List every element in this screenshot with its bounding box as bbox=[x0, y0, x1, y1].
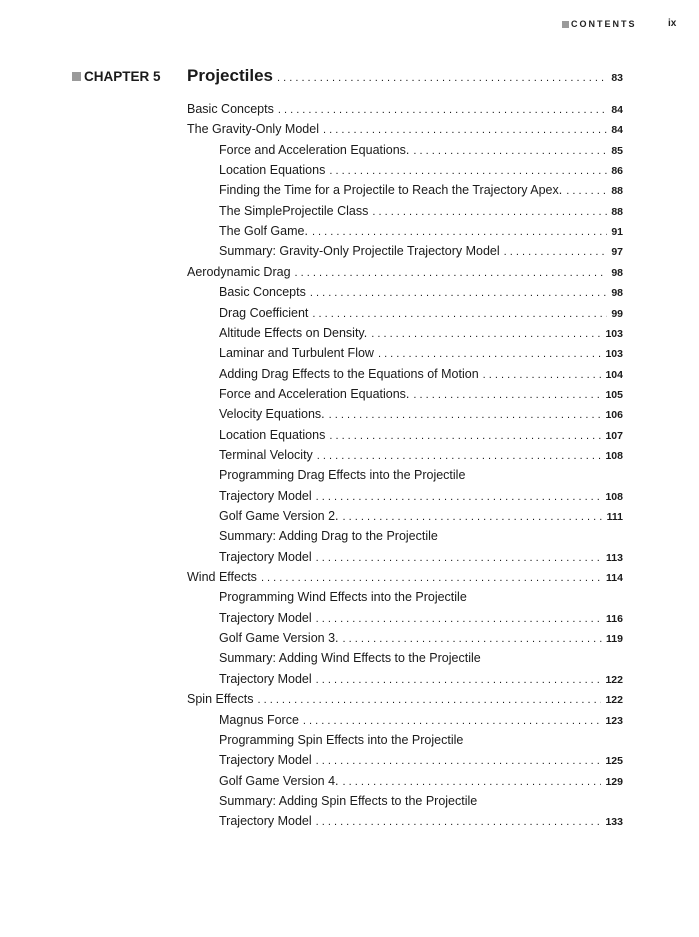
running-head-label: CONTENTS bbox=[571, 19, 637, 29]
toc-subsection-entry[interactable] bbox=[219, 671, 623, 687]
chapter-label bbox=[72, 67, 161, 85]
dot-leader bbox=[257, 692, 601, 708]
toc-entry-title: Trajectory Model bbox=[219, 814, 312, 829]
toc-entry-title: Force and Acceleration Equations. bbox=[219, 142, 410, 157]
toc-subsection-entry[interactable] bbox=[219, 366, 623, 382]
dot-leader bbox=[316, 753, 602, 769]
toc-subsection-entry[interactable] bbox=[219, 427, 623, 443]
dot-leader bbox=[372, 204, 607, 220]
running-head-square-icon bbox=[562, 21, 569, 28]
dot-leader bbox=[504, 244, 608, 260]
toc-entry-title: Golf Game Version 3. bbox=[219, 631, 339, 646]
toc-subsection-entry[interactable] bbox=[219, 752, 623, 768]
dot-leader bbox=[277, 68, 607, 88]
toc-entry-page-number: 105 bbox=[605, 388, 623, 401]
toc-entry-page-number: 108 bbox=[605, 449, 623, 462]
toc-section-entry[interactable] bbox=[187, 569, 623, 585]
toc-entry-page-number: 98 bbox=[611, 287, 623, 300]
toc-entry-title: The Golf Game. bbox=[219, 224, 308, 239]
toc-entry-page-number: 103 bbox=[605, 327, 623, 340]
chapter-title-entry[interactable] bbox=[187, 66, 623, 86]
toc-subsection-entry[interactable] bbox=[219, 325, 623, 341]
toc-entry-page-number: 97 bbox=[611, 246, 623, 259]
toc-entry-title: Drag Coefficient bbox=[219, 305, 309, 320]
toc-entry-page-number: 108 bbox=[605, 490, 623, 503]
toc-entry-page-number: 119 bbox=[606, 633, 623, 646]
toc-entry-title: Force and Acceleration Equations. bbox=[219, 386, 410, 401]
dot-leader bbox=[316, 672, 602, 688]
toc-entry-page-number: 133 bbox=[605, 816, 623, 829]
toc-subsection-entry[interactable] bbox=[219, 386, 623, 402]
dot-leader bbox=[316, 550, 602, 566]
toc-entry-page-number: 84 bbox=[611, 104, 623, 116]
dot-leader bbox=[303, 713, 602, 729]
toc-entry-title: Adding Drag Effects to the Equations of Motion bbox=[219, 366, 479, 381]
toc-entry-page-number: 116 bbox=[606, 612, 623, 625]
dot-leader bbox=[316, 611, 602, 627]
dot-leader bbox=[317, 448, 602, 464]
dot-leader bbox=[378, 346, 602, 362]
toc-entry-page-number: 113 bbox=[606, 551, 623, 564]
toc-entry-title: Trajectory Model bbox=[219, 549, 312, 564]
dot-leader bbox=[295, 265, 608, 281]
chapter-square-icon bbox=[72, 72, 81, 81]
toc-entry-title: Terminal Velocity bbox=[219, 447, 313, 462]
toc-subsection-entry[interactable] bbox=[219, 223, 623, 239]
toc-entry-page-number: 123 bbox=[605, 714, 623, 727]
toc-subsection-entry[interactable] bbox=[219, 549, 623, 565]
toc-entry-page-number: 99 bbox=[611, 307, 623, 320]
dot-leader bbox=[343, 774, 602, 790]
toc-entry-page-number: 85 bbox=[611, 144, 623, 157]
toc-entry-page-number: 91 bbox=[611, 226, 623, 239]
toc-entry-title: The Gravity-Only Model bbox=[187, 122, 319, 137]
toc-entry-title: Velocity Equations. bbox=[219, 407, 325, 422]
dot-leader bbox=[371, 326, 601, 342]
dot-leader bbox=[566, 183, 607, 199]
toc-entry-title: Trajectory Model bbox=[219, 671, 312, 686]
page-number: ix bbox=[668, 18, 677, 29]
toc-subsection-entry[interactable] bbox=[219, 162, 623, 178]
dot-leader bbox=[278, 102, 607, 118]
toc-entry-first-line: Programming Drag Effects into the Projectile bbox=[219, 468, 466, 483]
toc-entry-page-number: 84 bbox=[611, 124, 623, 137]
toc-entry-page-number: 122 bbox=[605, 694, 623, 707]
toc-entry-page-number: 107 bbox=[605, 429, 623, 442]
toc-subsection-entry[interactable] bbox=[219, 813, 623, 829]
toc-entry-title: Trajectory Model bbox=[219, 753, 312, 768]
toc-section-entry[interactable] bbox=[187, 264, 623, 280]
toc-entry-page-number: 122 bbox=[605, 673, 623, 686]
dot-leader bbox=[413, 143, 607, 159]
toc-section-entry[interactable] bbox=[187, 691, 623, 707]
toc-entry-title: Location Equations bbox=[219, 427, 326, 442]
toc-entry-page-number: 103 bbox=[605, 348, 623, 361]
toc-entry-page-number: 86 bbox=[611, 165, 623, 178]
toc-subsection-entry[interactable] bbox=[219, 630, 623, 646]
toc-entry-title: Trajectory Model bbox=[219, 488, 312, 503]
toc-entry-page-number: 125 bbox=[605, 755, 623, 768]
toc-entry-title: Altitude Effects on Density. bbox=[219, 325, 368, 340]
dot-leader bbox=[329, 407, 602, 423]
toc-entry-title: Spin Effects bbox=[187, 692, 254, 707]
toc-entry-page-number: 111 bbox=[606, 511, 623, 523]
toc-entry-first-line: Summary: Adding Wind Effects to the Projectile bbox=[219, 651, 481, 666]
toc-entry-title: Basic Concepts bbox=[219, 285, 306, 300]
dot-leader bbox=[329, 163, 607, 179]
toc-subsection-entry[interactable] bbox=[219, 406, 623, 422]
dot-leader bbox=[343, 631, 603, 647]
toc-entry-title: Aerodynamic Drag bbox=[187, 264, 291, 279]
toc-entry-first-line: Programming Wind Effects into the Projectile bbox=[219, 590, 467, 605]
toc-entry-title: Finding the Time for a Projectile to Reach the Trajectory Apex. bbox=[219, 183, 563, 198]
toc-entry-first-line: Summary: Adding Drag to the Projectile bbox=[219, 529, 438, 544]
toc-subsection-entry[interactable] bbox=[219, 305, 623, 321]
toc-entry-title: Basic Concepts bbox=[187, 102, 274, 116]
toc-entry-page-number: 106 bbox=[605, 409, 623, 422]
chapter-title: Projectiles bbox=[187, 66, 273, 85]
toc-subsection-entry[interactable] bbox=[219, 345, 623, 361]
dot-leader bbox=[310, 285, 607, 301]
toc-subsection-entry[interactable] bbox=[219, 243, 623, 259]
toc-entry-title: Golf Game Version 2. bbox=[219, 509, 339, 523]
toc-section-entry[interactable] bbox=[187, 101, 623, 117]
toc-entry-page-number: 88 bbox=[611, 205, 623, 218]
toc-subsection-entry[interactable] bbox=[219, 712, 623, 728]
toc-entry-title: Wind Effects bbox=[187, 570, 257, 585]
toc-section-entry[interactable] bbox=[187, 121, 623, 137]
toc-entry-first-line: Summary: Adding Spin Effects to the Projectile bbox=[219, 793, 478, 808]
dot-leader bbox=[261, 570, 602, 586]
dot-leader bbox=[312, 306, 607, 322]
toc-subsection-entry[interactable] bbox=[219, 142, 623, 158]
chapter-number: CHAPTER 5 bbox=[84, 68, 161, 84]
toc-entry-title: Golf Game Version 4. bbox=[219, 773, 339, 788]
toc-entry-page-number: 114 bbox=[606, 572, 623, 585]
dot-leader bbox=[343, 509, 603, 525]
dot-leader bbox=[316, 489, 602, 505]
dot-leader bbox=[329, 428, 601, 444]
chapter-page-number: 83 bbox=[611, 72, 623, 84]
toc-entry-title: Trajectory Model bbox=[219, 610, 312, 625]
toc-subsection-entry[interactable] bbox=[219, 773, 623, 789]
toc-subsection-entry[interactable] bbox=[219, 508, 623, 524]
toc-entry-title: Magnus Force bbox=[219, 712, 299, 727]
toc-entry-page-number: 129 bbox=[605, 775, 623, 788]
toc-subsection-entry[interactable] bbox=[219, 610, 623, 626]
toc-entry-page-number: 104 bbox=[605, 368, 623, 381]
running-head bbox=[0, 19, 699, 33]
dot-leader bbox=[323, 122, 607, 138]
toc-entry-title: The SimpleProjectile Class bbox=[219, 203, 369, 218]
toc-subsection-entry[interactable] bbox=[219, 447, 623, 463]
toc-subsection-entry[interactable] bbox=[219, 203, 623, 219]
dot-leader bbox=[413, 387, 601, 403]
toc-entry-title: Location Equations bbox=[219, 163, 326, 178]
toc-entry-page-number: 98 bbox=[611, 266, 623, 279]
dot-leader bbox=[483, 367, 602, 383]
toc-entry-first-line: Programming Spin Effects into the Projectile bbox=[219, 732, 464, 747]
dot-leader bbox=[316, 814, 602, 830]
toc-subsection-entry[interactable] bbox=[219, 488, 623, 504]
toc-subsection-entry[interactable] bbox=[219, 284, 623, 300]
dot-leader bbox=[312, 224, 607, 240]
toc-subsection-entry[interactable] bbox=[219, 182, 623, 198]
toc-entry-title: Laminar and Turbulent Flow bbox=[219, 346, 374, 361]
toc-entry-page-number: 88 bbox=[611, 185, 623, 198]
toc-entry-title: Summary: Gravity-Only Projectile Trajectory Model bbox=[219, 244, 500, 259]
